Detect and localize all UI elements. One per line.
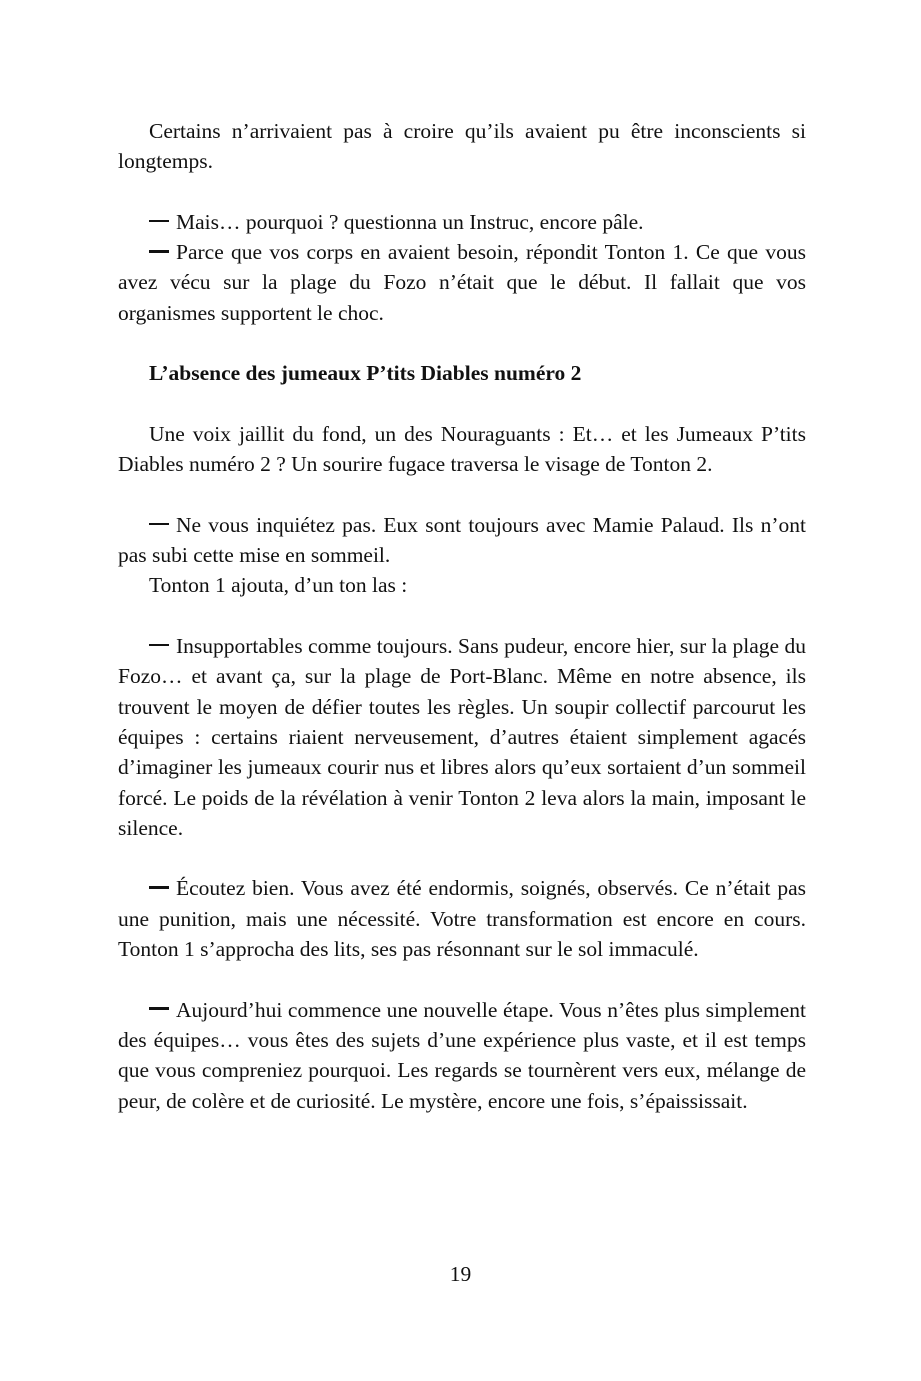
em-dash bbox=[149, 250, 169, 253]
paragraph-gap bbox=[118, 480, 806, 510]
em-dash bbox=[149, 886, 169, 889]
dialogue-text: Écoutez bien. Vous avez été endormis, soignés, observés. Ce n’était pas une punition, mais une nécessité. Votre transformation est encore en cours. Tonton 1 s’approcha des lits, ses pas résonnant sur le sol immaculé. bbox=[118, 876, 806, 962]
paragraph-gap bbox=[118, 177, 806, 207]
paragraph-gap bbox=[118, 328, 806, 358]
em-dash bbox=[149, 644, 169, 647]
paragraph: Une voix jaillit du fond, un des Nouraguants : Et… et les Jumeaux P’tits Diables numéro 2 ? Un sourire fugace traversa le visage de Tonton 2. bbox=[118, 421, 806, 477]
dialogue-text: Insupportables comme toujours. Sans pudeur, encore hier, sur la plage du Fozo… et avant ça, sur la plage de Port-Blanc. Même en notre absence, ils trouvent le moyen de défier toutes les règles. Un soupir collectif parcourut les équipes : certains riaient nerveusement, d’autres étaient simplement agacés d’imaginer les jumeaux courir nus et libres alors qu’eux sortaient d’un sommeil forcé. Le poids de la révélation à venir Tonton 2 leva alors la main, imposant le silence. bbox=[118, 634, 806, 840]
dialogue-text: Mais… pourquoi ? questionna un Instruc, encore pâle. bbox=[176, 209, 644, 234]
dialogue-text: Ne vous inquiétez pas. Eux sont toujours avec Mamie Palaud. Ils n’ont pas subi cette mise en sommeil. bbox=[118, 512, 806, 568]
em-dash bbox=[149, 220, 169, 223]
paragraph-gap bbox=[118, 389, 806, 419]
dialogue-line bbox=[118, 510, 806, 571]
section-heading: L’absence des jumeaux P’tits Diables numéro 2 bbox=[149, 361, 582, 386]
dialogue-text: Aujourd’hui commence une nouvelle étape. Vous n’êtes plus simplement des équipes… vous êtes des sujets d’une expérience plus vaste, et il est temps que vous compreniez pourquoi. Les regards se tournèrent vers eux, mélange de peur, de colère et de curiosité. Le mystère, encore une fois, s’épaississait. bbox=[118, 997, 806, 1113]
paragraph-gap bbox=[118, 964, 806, 994]
page-text bbox=[118, 116, 806, 1116]
dialogue-line bbox=[118, 873, 806, 964]
paragraph-gap bbox=[118, 601, 806, 631]
em-dash bbox=[149, 523, 169, 526]
paragraph: Certains n’arrivaient pas à croire qu’ils avaient pu être inconscients si longtemps. bbox=[118, 119, 806, 174]
dialogue-text: Parce que vos corps en avaient besoin, répondit Tonton 1. Ce que vous avez vécu sur la plage du Fozo n’était que le début. Il fallait que vos organismes supportent le choc. bbox=[118, 240, 806, 325]
dialogue-line bbox=[118, 237, 806, 328]
paragraph: Tonton 1 ajouta, d’un ton las : bbox=[149, 573, 408, 598]
dialogue-line bbox=[118, 207, 806, 237]
em-dash bbox=[149, 1007, 169, 1010]
dialogue-line bbox=[118, 995, 806, 1116]
dialogue-line bbox=[118, 631, 806, 843]
page-number: 19 bbox=[449, 1262, 472, 1286]
paragraph-gap bbox=[118, 843, 806, 873]
